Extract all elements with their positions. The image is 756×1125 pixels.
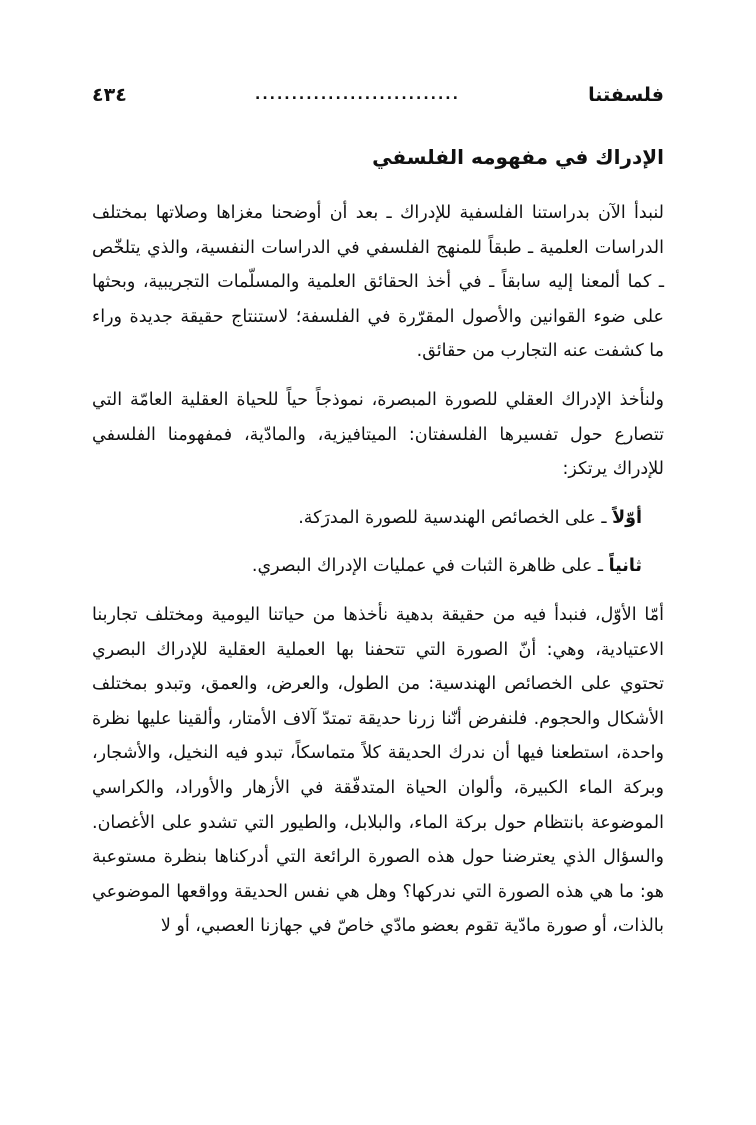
paragraph-1: لنبدأ الآن بدراستنا الفلسفية للإدراك ـ بعد أن أوضحنا مغزاها وصلاتها بمختلف الدراسات العلمية ـ طبقاً للمنهج الفلسفي في الدراسات النفسية، والذي يتلخّص ـ كما ألمعنا إليه سابقاً ـ في أخذ الحقائق العلمية والمسلّمات التجريبية، وبحثها على ضوء القوانين والأصول المقرّرة في الفلسفة؛ لاستنتاج حقيقة جديدة وراء ما كشفت عنه التجارب من حقائق. bbox=[92, 203, 664, 362]
point-2-text: ـ على ظاهرة الثبات في عمليات الإدراك البصري. bbox=[251, 556, 609, 577]
point-1-text: ـ على الخصائص الهندسية للصورة المدرَكة. bbox=[298, 507, 613, 528]
point-1-lead: أوّلاً bbox=[612, 507, 642, 528]
point-1 bbox=[92, 501, 642, 536]
section-title: الإدراك في مفهومه الفلسفي bbox=[372, 145, 664, 169]
body-text bbox=[92, 196, 664, 958]
book-title: فلسفتنا bbox=[588, 84, 664, 106]
running-header bbox=[92, 80, 664, 110]
page-number: ٤٣٤ bbox=[92, 84, 127, 106]
paragraph-2: ولنأخذ الإدراك العقلي للصورة المبصرة، نموذجاً حياً للحياة العقلية العامّة التي تتصارع حول تفسيرها الفلسفتان: الميتافيزية، والمادّية، فمفهومنا الفلسفي للإدراك يرتكز: bbox=[92, 389, 664, 480]
point-2 bbox=[92, 549, 642, 584]
header-dot-leader: ............................ bbox=[255, 87, 460, 103]
point-2-lead: ثانياً bbox=[608, 556, 642, 577]
paragraph-3: أمّا الأوّل، فنبدأ فيه من حقيقة بدهية نأخذها من حياتنا اليومية ومختلف تجاربنا الاعتيادية، وهي: أنّ الصورة التي تتحفنا بها العملية العقلية للإدراك البصري تحتوي على الخصائص الهندسية: من الطول، والعرض، والعمق، وتبدو بمختلف الأشكال والحجوم. فلنفرض أنّنا زرنا حديقة تمتدّ آلاف الأمتار، وألقينا عليها نظرة واحدة، استطعنا فيها أن ندرك الحديقة كلاً متماسكاً، تبدو فيه النخيل، والأشجار، وبركة الماء الكبيرة، وألوان الحياة المتدفّقة في الأزهار والأوراد، والكراسي الموضوعة بانتظام حول بركة الماء، والبلابل، والطيور التي تشدو على الأغصان. والسؤال الذي يعترضنا حول هذه الصورة الرائعة التي أدركناها بنظرة مستوعبة هو: ما هي هذه الصورة التي ندركها؟ وهل هي نفس الحديقة وواقعها الموضوعي بالذات، أو صورة مادّية تقوم بعضو مادّي خاصّ في جهازنا العصبي، أو لا bbox=[92, 604, 664, 937]
